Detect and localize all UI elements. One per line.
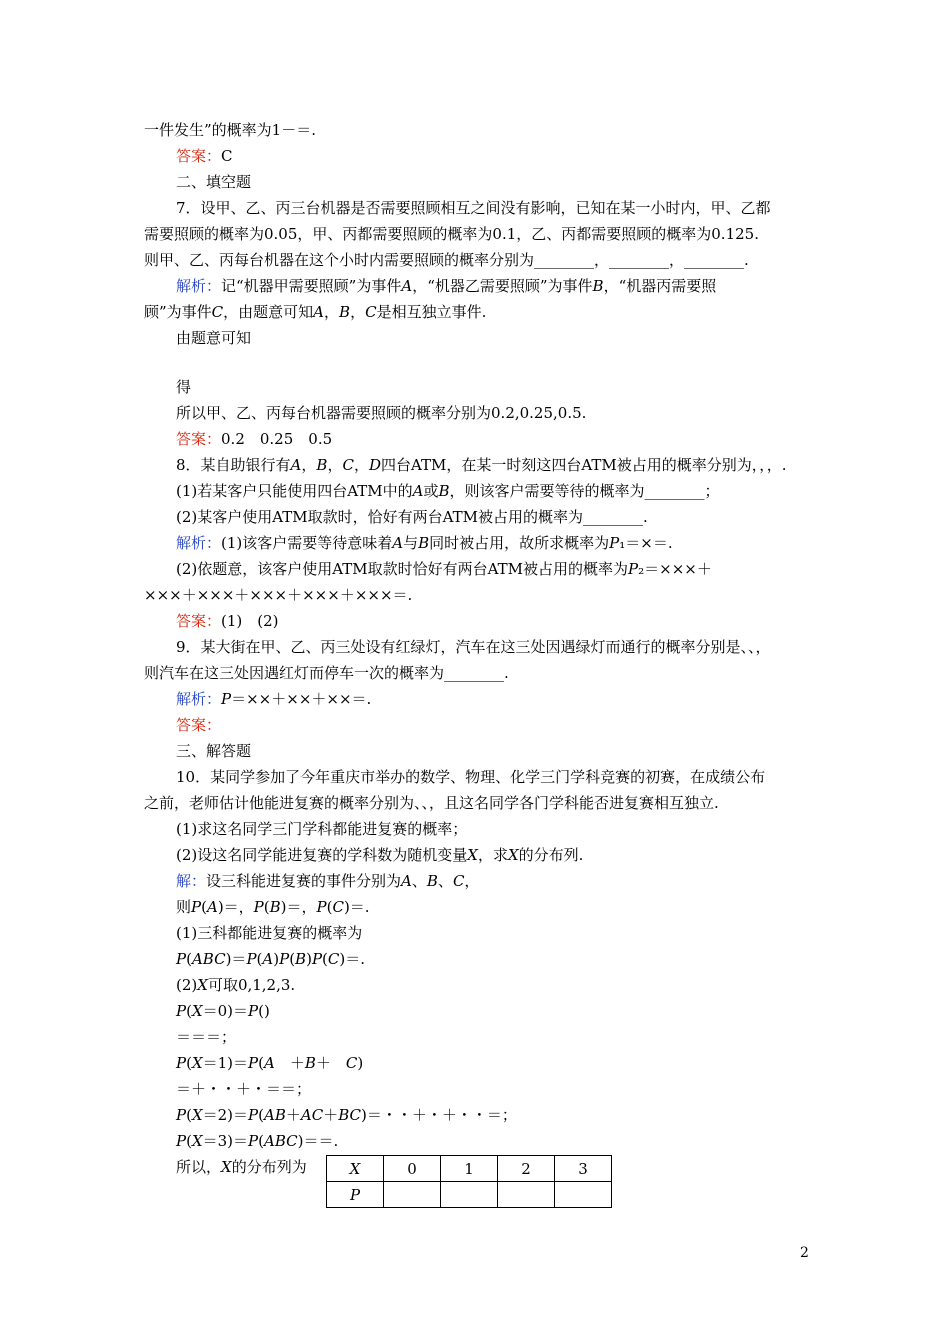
text-line — [144, 663, 509, 683]
text-line — [176, 198, 771, 218]
page-number: 2 — [800, 1245, 809, 1261]
math-variable: A — [392, 534, 404, 552]
text-line — [144, 224, 759, 244]
text-segment: )＝. — [339, 950, 365, 968]
text-segment: 同时被占用，故所求概率为 — [429, 534, 610, 552]
math-variable: P — [176, 1106, 187, 1124]
text-line — [176, 533, 673, 553]
math-variable: X — [197, 976, 208, 994]
text-segment: 9．某大街在甲、乙、丙三处设有红绿灯，汽车在这三处因遇绿灯而通行的概率分别是、、， — [176, 638, 771, 656]
math-variable: P — [248, 1054, 259, 1072]
text-segment: 是相互独立事件. — [376, 303, 487, 321]
math-variable: B — [339, 303, 351, 321]
math-variable: P — [349, 1185, 361, 1204]
text-line — [176, 845, 583, 865]
math-variable: B — [592, 277, 604, 295]
math-variable: A — [206, 898, 218, 916]
math-variable: X — [191, 1002, 203, 1020]
math-variable: B — [438, 482, 450, 500]
text-line — [176, 559, 712, 579]
math-variable: AB — [264, 1106, 286, 1124]
text-segment: ＋ — [274, 1054, 305, 1072]
text-segment: ( — [186, 950, 192, 968]
math-variable: C — [342, 456, 354, 474]
table-cell — [327, 1182, 384, 1208]
text-line — [176, 1157, 307, 1177]
text-segment: ＋ — [285, 1106, 301, 1124]
text-segment: 或 — [423, 482, 439, 500]
text-segment: ， — [301, 456, 317, 474]
text-segment: ＝＋・・＋・＝＝； — [176, 1080, 312, 1098]
math-variable: X — [507, 846, 519, 864]
table-cell: 3 — [555, 1156, 612, 1182]
text-segment: 可取0,1,2,3. — [207, 976, 296, 994]
text-segment: (2)设这名同学能进复赛的学科数为随机变量 — [176, 846, 468, 864]
text-line — [144, 120, 316, 140]
math-variable: B — [418, 534, 430, 552]
math-variable: B — [304, 1054, 316, 1072]
table-cell: 1 — [441, 1156, 498, 1182]
text-segment: 则甲、乙、丙每台机器在这个小时内需要照顾的概率分别为________，________，________. — [144, 251, 749, 269]
text-segment: ( — [186, 1132, 192, 1150]
text-segment: ，求 — [477, 846, 508, 864]
text-line — [144, 793, 719, 813]
table-cell: 0 — [384, 1156, 441, 1182]
math-variable: P — [221, 690, 232, 708]
text-line — [176, 897, 370, 917]
math-variable: C — [452, 872, 465, 890]
text-segment: ＝0)＝ — [202, 1002, 249, 1020]
text-line — [176, 949, 365, 969]
text-segment: 的分布列. — [518, 846, 584, 864]
text-line — [176, 1105, 517, 1125]
math-variable: P — [628, 560, 639, 578]
solution-label: 解： — [176, 872, 207, 890]
math-variable: X — [467, 846, 478, 864]
text-line — [176, 455, 787, 475]
text-line — [176, 1053, 363, 1073]
answer-label: 答案： — [176, 147, 222, 165]
text-line — [176, 403, 586, 423]
math-variable: P — [253, 898, 264, 916]
text-line — [176, 689, 371, 709]
text-segment: 由题意可知 — [176, 329, 252, 347]
text-line — [176, 507, 648, 527]
text-segment: 0.2 0.25 0.5 — [221, 430, 333, 448]
math-variable: P — [176, 1132, 187, 1150]
text-segment: 三、解答题 — [176, 742, 252, 760]
text-segment: 所以， — [176, 1158, 222, 1176]
text-segment: ，“机器丙需要照 — [603, 277, 717, 295]
text-segment: 与 — [403, 534, 419, 552]
text-segment: ＝3)＝ — [202, 1132, 249, 1150]
text-line — [176, 328, 251, 348]
math-variable: P — [248, 1106, 259, 1124]
math-variable: B — [295, 950, 307, 968]
math-variable: X — [349, 1159, 361, 1178]
math-variable: A — [401, 872, 412, 890]
text-segment: (2)某客户使用ATM取款时，恰好有两台ATM被占用的概率为________. — [176, 508, 648, 526]
text-segment: 得 — [176, 378, 192, 396]
text-segment: ( — [326, 898, 333, 916]
text-line — [176, 767, 765, 787]
text-segment: 、 — [411, 872, 427, 890]
text-line — [144, 302, 486, 322]
text-segment: (1)若某客户只能使用四台ATM中的 — [176, 482, 413, 500]
text-segment: C — [221, 147, 233, 165]
table-cell — [384, 1182, 441, 1208]
text-segment: ( — [186, 1054, 192, 1072]
text-segment: 10．某同学参加了今年重庆市举办的数学、物理、化学三门学科竞赛的初赛，在成绩公布 — [176, 768, 766, 786]
text-line — [176, 611, 279, 631]
text-segment: ＝2)＝ — [202, 1106, 249, 1124]
text-segment: 、 — [437, 872, 453, 890]
text-segment: )＝＝. — [297, 1132, 339, 1150]
text-segment: ( — [186, 1106, 192, 1124]
math-variable: P — [279, 950, 290, 968]
answer-label: 答案： — [176, 716, 222, 734]
table-cell — [441, 1182, 498, 1208]
text-segment: )＝ — [225, 950, 247, 968]
text-segment: 一件发生”的概率为1－＝. — [144, 121, 316, 139]
math-variable: B — [269, 898, 281, 916]
text-segment: 需要照顾的概率为0.05，甲、丙都需要照顾的概率为0.1，乙、丙都需要照顾的概率为0.125. — [144, 225, 759, 243]
text-segment: ＋ — [315, 1054, 346, 1072]
math-variable: A — [290, 456, 302, 474]
text-line — [176, 481, 720, 501]
text-segment: ( — [322, 950, 328, 968]
math-variable: C — [345, 1054, 358, 1072]
math-variable: AC — [300, 1106, 324, 1124]
distribution-table — [326, 1155, 612, 1208]
answer-label: 答案： — [176, 612, 222, 630]
math-variable: X — [191, 1106, 203, 1124]
math-variable: P — [316, 898, 327, 916]
text-line — [176, 1027, 236, 1047]
math-variable: P — [176, 1002, 187, 1020]
text-segment: ＝××＋××＋××＝. — [231, 690, 372, 708]
math-variable: C — [211, 303, 224, 321]
text-segment: ×××＋×××＋×××＋×××＋×××＝. — [144, 586, 413, 604]
text-line — [176, 1079, 311, 1099]
text-segment: ( — [258, 1054, 264, 1072]
text-segment: ， — [464, 872, 480, 890]
text-segment: 之前，老师估计他能进复赛的概率分别为、、，且这名同学各门学科能否进复赛相互独立. — [144, 794, 719, 812]
table-cell — [498, 1182, 555, 1208]
text-segment: ( — [201, 898, 207, 916]
text-segment: ＝1)＝ — [202, 1054, 249, 1072]
math-variable: P — [248, 1002, 259, 1020]
text-segment: 记“机器甲需要照顾”为事件 — [221, 277, 402, 295]
table-row — [327, 1182, 612, 1208]
text-segment: 所以甲、乙、丙每台机器需要照顾的概率分别为0.2,0.25,0.5. — [176, 404, 587, 422]
text-line — [144, 585, 412, 605]
text-segment: )＝， — [217, 898, 254, 916]
text-segment: () — [258, 1002, 270, 1020]
text-line — [176, 637, 771, 657]
text-segment: ( — [258, 1106, 264, 1124]
text-segment: 7．设甲、乙、丙三台机器是否需要照顾相互之间没有影响，已知在某一小时内，甲、乙都 — [176, 199, 771, 217]
math-variable: BC — [338, 1106, 361, 1124]
text-line — [176, 715, 221, 735]
text-segment: 则 — [176, 898, 192, 916]
text-line — [176, 871, 479, 891]
text-segment: ( — [258, 1132, 264, 1150]
table-row — [327, 1156, 612, 1182]
text-segment: 四台ATM，在某一时刻这四台ATM被占用的概率分别为，，，. — [380, 456, 787, 474]
solution-label: 解析： — [176, 277, 222, 295]
text-segment: 设三科能进复赛的事件分别为 — [206, 872, 402, 890]
text-line — [176, 1001, 270, 1021]
text-segment: ， — [327, 456, 343, 474]
table-cell — [327, 1156, 384, 1182]
math-variable: C — [327, 950, 340, 968]
text-segment: (2)依题意，该客户使用ATM取款时恰好有两台ATM被占用的概率为 — [176, 560, 629, 578]
table-cell: 2 — [498, 1156, 555, 1182]
solution-label: 解析： — [176, 534, 222, 552]
text-line — [176, 146, 233, 166]
text-segment: (1)三科都能进复赛的概率为 — [176, 924, 363, 942]
math-variable: B — [426, 872, 438, 890]
text-segment: )＝. — [343, 898, 370, 916]
text-line — [176, 923, 362, 943]
solution-label: 解析： — [176, 690, 222, 708]
math-variable: A — [412, 482, 424, 500]
text-segment: ( — [256, 950, 263, 968]
text-segment: ( — [289, 950, 296, 968]
text-segment: 则汽车在这三处因遇红灯而停车一次的概率为________. — [144, 664, 509, 682]
text-segment: ) — [273, 950, 280, 968]
text-segment: (1)该客户需要等待意味着 — [221, 534, 393, 552]
math-variable: ABC — [191, 950, 226, 968]
math-variable: A — [264, 1054, 275, 1072]
math-variable: P — [176, 950, 187, 968]
answer-label: 答案： — [176, 430, 222, 448]
math-variable: X — [221, 1158, 232, 1176]
text-segment: ，则该客户需要等待的概率为________； — [449, 482, 720, 500]
text-segment: ＝＝＝； — [176, 1028, 237, 1046]
text-line — [176, 429, 332, 449]
text-segment: ( — [186, 1002, 192, 1020]
text-segment: 二、填空题 — [176, 173, 252, 191]
math-variable: C — [332, 898, 344, 916]
math-variable: A — [401, 277, 413, 295]
text-line — [176, 1131, 338, 1151]
math-variable: P — [248, 1132, 259, 1150]
math-variable: P — [609, 534, 620, 552]
math-variable: A — [313, 303, 325, 321]
text-segment: ₁＝×＝. — [619, 534, 673, 552]
text-line — [176, 276, 716, 296]
text-segment: ， — [350, 303, 366, 321]
text-line — [176, 741, 251, 761]
math-variable: P — [246, 950, 257, 968]
text-segment: ， — [324, 303, 340, 321]
text-segment: ( — [263, 898, 270, 916]
text-line — [176, 377, 191, 397]
text-segment: ) — [306, 950, 312, 968]
text-line — [176, 819, 467, 839]
math-variable: ABC — [264, 1132, 298, 1150]
text-segment: )＝・・＋・＋・・＝； — [360, 1106, 517, 1124]
text-segment: 8．某自助银行有 — [176, 456, 291, 474]
text-segment: 的分布列为 — [231, 1158, 307, 1176]
table-cell — [555, 1182, 612, 1208]
math-variable: P — [311, 950, 323, 968]
math-variable: B — [316, 456, 328, 474]
text-segment: ＋ — [323, 1106, 339, 1124]
math-variable: X — [191, 1054, 203, 1072]
text-segment: ，由题意可知 — [223, 303, 314, 321]
text-segment: (1)求这名同学三门学科都能进复赛的概率； — [176, 820, 468, 838]
text-line — [144, 250, 749, 270]
text-segment: ₂＝×××＋ — [638, 560, 712, 578]
math-variable: P — [176, 1054, 187, 1072]
text-segment: ，“机器乙需要照顾”为事件 — [412, 277, 593, 295]
text-segment: ) — [357, 1054, 364, 1072]
text-line — [176, 975, 295, 995]
math-variable: A — [262, 950, 274, 968]
math-variable: X — [191, 1132, 203, 1150]
text-segment: )＝， — [280, 898, 317, 916]
text-segment: 顾”为事件 — [144, 303, 212, 321]
math-variable: P — [191, 898, 202, 916]
text-segment: ， — [353, 456, 369, 474]
text-segment: (1) (2) — [221, 612, 279, 630]
text-line — [176, 172, 251, 192]
math-variable: D — [368, 456, 381, 474]
text-segment: (2) — [176, 976, 198, 994]
math-variable: C — [365, 303, 377, 321]
